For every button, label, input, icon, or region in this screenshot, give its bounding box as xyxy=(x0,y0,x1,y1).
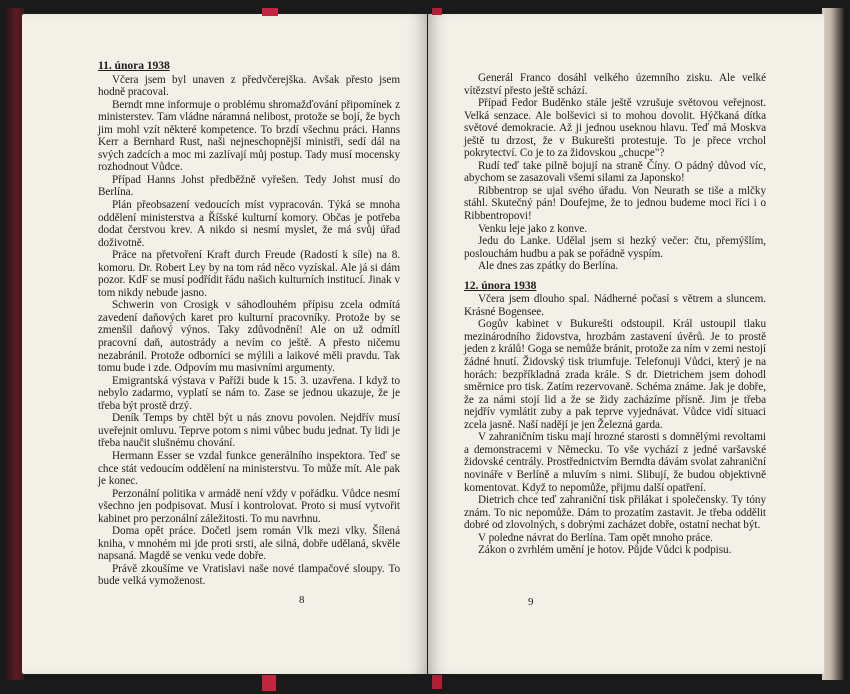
page-number: 9 xyxy=(528,596,534,608)
bookmark-ribbon-top xyxy=(262,8,278,16)
spine-headband-top xyxy=(432,8,442,15)
paragraph: Rudí teď take pilně bojují na straně Číny. O pádný důvod víc, abychom se zasazovali všemi silami za Japonsko! xyxy=(464,159,766,185)
paragraph: Včera jsem byl unaven z předvčerejška. Avšak přesto jsem hodně pracoval. xyxy=(98,73,400,99)
bookmark-ribbon-bottom xyxy=(262,675,276,691)
entry-date-heading: 11. února 1938 xyxy=(98,59,170,72)
paragraph: Emigrantská výstava v Paříži bude k 15. 3. uzavřena. I když to nebylo zadarmo, vyplatí se nám to. Zase se jednou ukazuje, že je třeba být prostě drzý. xyxy=(98,374,400,412)
left-page xyxy=(22,14,427,674)
paragraph: Dietrich chce teď zahraniční tisk přilákat i společensky. Ty tóny znám. To nic nepomůže. Dám to prozatím zastavit. Je třeba oddělit dobré od zlovolných, s dobrými zacházet dobře, ostatní nechat být. xyxy=(464,494,766,532)
paragraph: Perzonální politika v armádě není vždy v pořádku. Vůdce nesmí všechno jen podpisovat. Musí i kontrolovat. Proto si musí vytvořit kabinet pro perzonální záležitosti. To mu navrhnu. xyxy=(98,487,400,525)
paragraph: Gogův kabinet v Bukurešti odstoupil. Král ustoupil tlaku mezinárodního židovstva, hrozbám zastavení úvěrů. Je to prostě jeden z králů! Goga se nemůže bránit, protože za ním v zemi nestojí žádné hnutí. Židovský tisk triumfuje. Telefonuji Vůdci, který je na horách: bezpříkladná zrada krále. S dr. Dietrichem jsem dohodl směrnice pro tisk. Zatím rezervovaně. Schéma známe. Jak je dobře, že za námi stojí lid a že se židy zacházíme přísně. Jim je třeba nejdřív vymlátit zuby a pak teprve vyjednávat. Vůdce vidí situaci zcela jasně. Naší nadějí je jen Železná garda. xyxy=(464,318,766,431)
paragraph: Ribbentrop se ujal svého úřadu. Von Neurath se tiše a mlčky stáhl. Skutečný pán! Doufejme, že to jednou budeme moci říci i o Ribbentropovi! xyxy=(464,184,766,223)
paragraph: Jedu do Lanke. Udělal jsem si hezký večer: čtu, přemýšlím, poslouchám hudbu a pak se pořádně vyspím. xyxy=(464,235,766,260)
page-number: 8 xyxy=(299,594,305,606)
paragraph: V zahraničním tisku mají hrozné starosti s domnělými revoltami a demonstracemi v Německu. To vše vychází z jedné varšavské židovské centrály. Prostřednictvím Berndta dávám svolat zahraniční novináře v Berlíně a mluvím s nimi. Slibují, že budou objektivně komentovat. Když to nepomůže, přijmu další opatření. xyxy=(464,431,766,494)
paragraph: Případ Hanns Johst předběžně vyřešen. Tedy Johst musí do Berlína. xyxy=(98,173,400,199)
paragraph: Schwerin von Crosigk v sáhodlouhém přípisu zcela odmítá zavedení daňových karet pro kulturní pracovníky. Protože by se zmenšil daňový výnos. Taky zdůvodnění! Ale on už odmítl pracovní daň, autostrády a nevím co ještě. A přesto ničemu nezabránil. Protože odborníci se mýlili a laikové měli pravdu. Tak tomu bude i zde. Odpovím mu masivními argumenty. xyxy=(98,299,400,375)
paragraph: Ale dnes zas zpátky do Berlína. xyxy=(478,260,619,273)
left-page-text xyxy=(98,60,400,588)
paragraph: Právě zkoušíme ve Vratislavi naše nové tlampačové sloupy. To bude velká vymoženost. xyxy=(98,562,400,588)
paragraph: Doma opět práce. Dočetl jsem román Vlk mezi vlky. Šílená kniha, v mnohém mi jde proti srsti, ale silná, dobře udělaná, skvěle napsaná. Magdě se venku vede dobře. xyxy=(98,525,400,563)
paragraph: Berndt mne informuje o problému shromažďování připomínek z ministerstev. Tam vládne náramná nelibost, protože se bojí, že bych jim mohl vzít některé kompetence. To brzdí všechnu práci. Hanns Kerr a Bernhard Rust, naši nejneschopnější ministři, sedí dál na svých zadcích a moc mi zazlívají můj postup. Tady musí mocensky rozhodnout Vůdce. xyxy=(98,98,400,174)
paragraph: Případ Fedor Buděnko stále ještě vzrušuje světovou veřejnost. Velká senzace. Ale bolševici si to mohou dovolit. Hýčkaná dítka světové demokracie. Až ji jednou useknou hlavu. Teď má Moskva ještě tu drzost, že v Bukurešti protestuje. To je přece vrchol pokrytectví. Co je to za židovskou „chucpe"? xyxy=(464,97,766,160)
paragraph: Práce na přetvoření Kraft durch Freude (Radostí k síle) na 8. komoru. Dr. Robert Ley by na tom rád něco vyzískal. Ale já si dám pozor. KdF se musí podřídit řádu našich kulturních institucí. Jinak v tom nikdy nebude jasno. xyxy=(98,249,400,299)
paragraph: Deník Temps by chtěl být u nás znovu povolen. Nejdřív musí uveřejnit omluvu. Teprve potom s nimi vůbec budu jednat. Ty lidi je třeba naučit slušnému chování. xyxy=(98,412,400,450)
paragraph: Včera jsem dlouho spal. Nádherné počasí s větrem a sluncem. Krásné Bogensee. xyxy=(464,293,766,318)
entry-date-heading: 12. února 1938 xyxy=(464,278,537,292)
paragraph: Hermann Esser se vzdal funkce generálního inspektora. Teď se chce stát vedoucím oddělení na ministerstvu. To může mít. Ale pak je konec. xyxy=(98,449,400,488)
book-page-edges-right xyxy=(822,8,844,680)
paragraph: Plán přeobsazení vedoucích míst vypracován. Týká se mnoha oddělení ministerstva a Říšské kulturní komory. Občas je potřeba dodat čerstvou krev. A nikdo si nesmí myslet, že má svůj úřad doživotně. xyxy=(98,199,400,249)
paragraph: Zákon o zvrhlém umění je hotov. Půjde Vůdci k podpisu. xyxy=(478,544,732,557)
paragraph: Venku leje jako z konve. xyxy=(478,222,588,235)
paragraph: V poledne návrat do Berlína. Tam opět mnoho práce. xyxy=(478,531,713,544)
paragraph: Generál Franco dosáhl velkého územního zisku. Ale velké vítězství přesto ještě schází. xyxy=(464,72,766,97)
right-page xyxy=(428,14,824,674)
spine-headband-bottom xyxy=(432,675,442,689)
right-page-text xyxy=(464,72,766,557)
